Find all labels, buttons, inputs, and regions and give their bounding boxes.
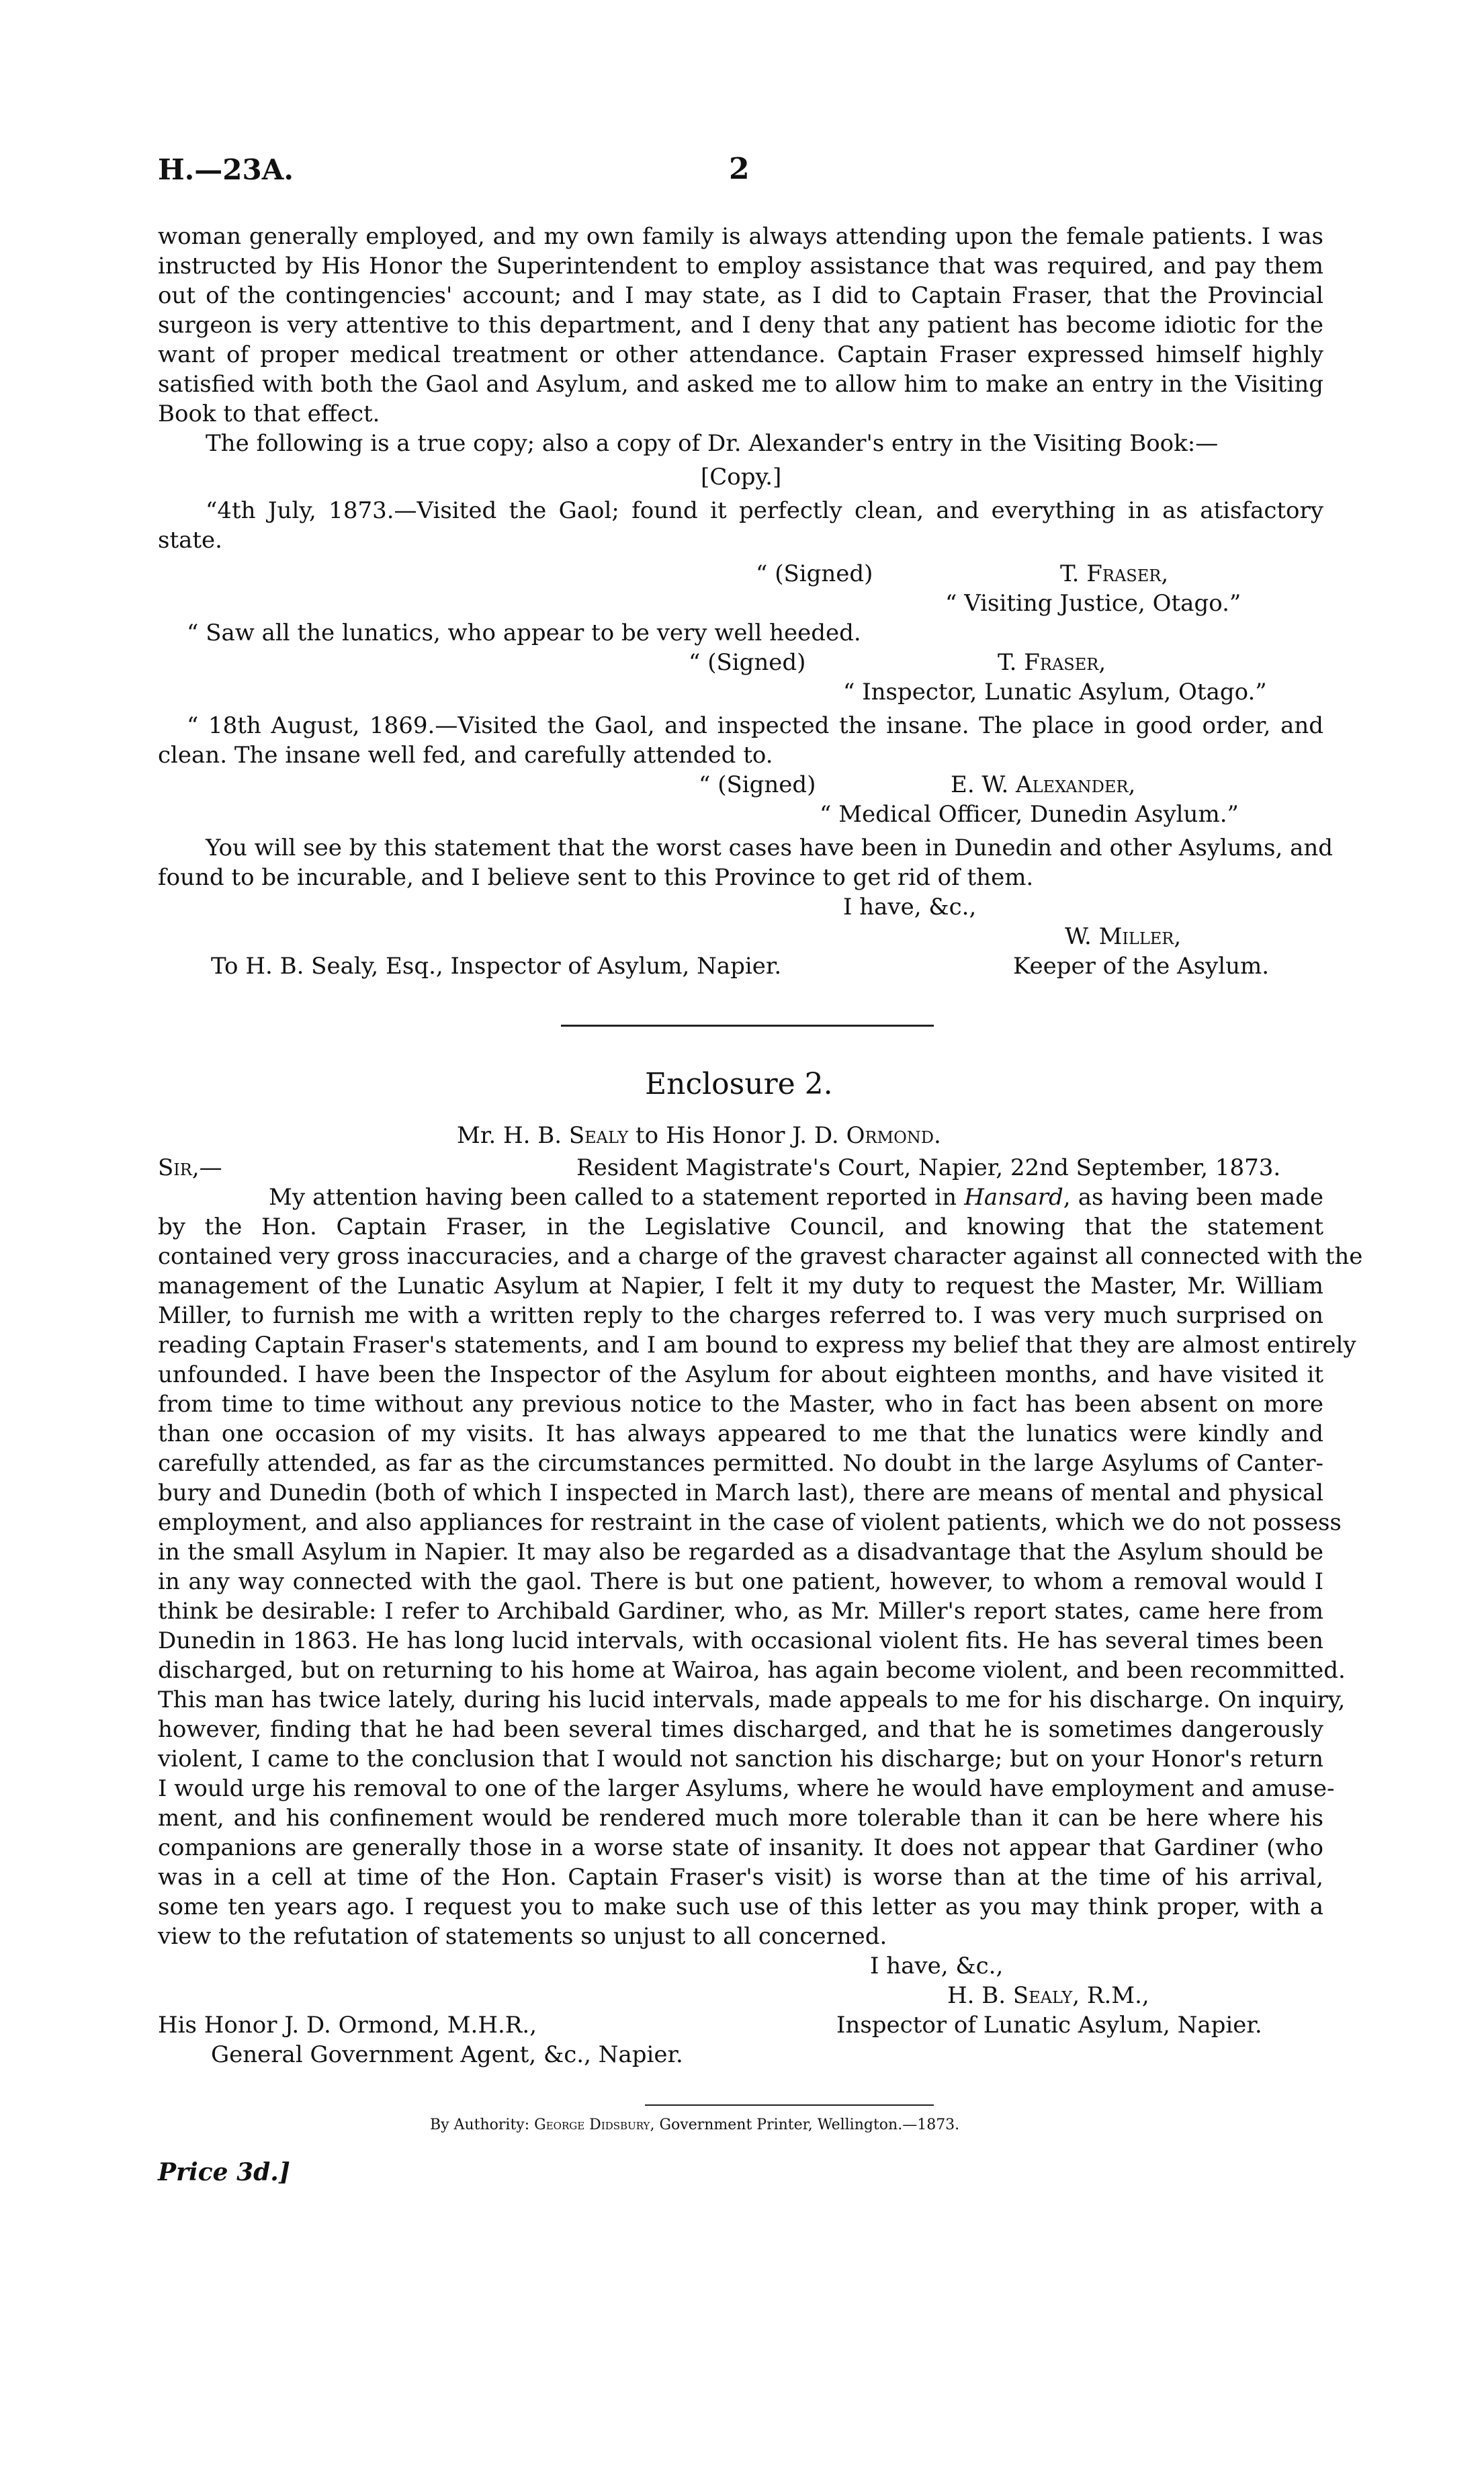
sender-name: W. Miller,: [1065, 923, 1182, 950]
visiting-entry: “ Saw all the lunatics, who appear to be very well heeded.: [187, 620, 861, 646]
enclosure-line: discharged, but on returning to his home at Wairoa, has again become violent, and been recommitted.: [158, 1657, 1346, 1684]
page-number: 2: [729, 152, 750, 186]
closing: I have, &c.,: [843, 894, 977, 921]
letter1-line: woman generally employed, and my own family is always attending upon the female patients. I was: [158, 223, 1323, 250]
letter1-line: want of proper medical treatment or other attendance. Captain Fraser expressed himself highly: [158, 341, 1323, 368]
enclosure-line: than one occasion of my visits. It has always appeared to me that the lunatics were kindly and: [158, 1420, 1323, 1447]
sender-title: Keeper of the Asylum.: [1013, 953, 1270, 980]
enclosure-line: from time to time without any previous notice to the Master, who in fact has been absent on more: [158, 1391, 1323, 1418]
enclosure-line: in any way connected with the gaol. There is but one patient, however, to whom a removal would I: [158, 1568, 1323, 1595]
enclosure-line: in the small Asylum in Napier. It may also be regarded as a disadvantage that the Asylum should be: [158, 1539, 1323, 1566]
copy-intro: The following is a true copy; also a copy of Dr. Alexander's entry in the Visiting Book:—: [206, 430, 1219, 457]
signer-name: T. Fraser,: [998, 649, 1106, 676]
enclosure-line: companions are generally those in a worse state of insanity. It does not appear that Gardiner (who: [158, 1834, 1323, 1861]
signer-name: E. W. Alexander,: [951, 771, 1136, 798]
enclosure-line: view to the refutation of statements so unjust to all concerned.: [158, 1923, 887, 1950]
document-code: H.—23A.: [158, 153, 294, 186]
copy-label: [Copy.]: [701, 464, 782, 490]
letter1-line: satisfied with both the Gaol and Asylum, and asked me to allow him to make an entry in the Visiting: [158, 371, 1323, 398]
letter1-line: found to be incurable, and I believe sent to this Province to get rid of them.: [158, 864, 1034, 891]
signer-title: “ Inspector, Lunatic Asylum, Otago.”: [843, 679, 1267, 706]
enclosure-line: Miller, to furnish me with a written reply to the charges referred to. I was very much surprised on: [158, 1302, 1323, 1329]
enclosure-line: unfounded. I have been the Inspector of the Asylum for about eighteen months, and have visited it: [158, 1361, 1323, 1388]
enclosure-line: violent, I came to the conclusion that I would not sanction his discharge; but on your Honor's return: [158, 1746, 1323, 1773]
enclosure-line: was in a cell at time of the Hon. Captain Fraser's visit) is worse than at the time of his arrival,: [158, 1864, 1323, 1891]
signer-name: T. Fraser,: [1060, 560, 1169, 587]
salutation: Sir,—: [158, 1154, 222, 1181]
enclosure-line: management of the Lunatic Asylum at Napier, I felt it my duty to request the Master, Mr. William: [158, 1273, 1323, 1299]
footer-divider: [645, 2104, 934, 2106]
letter1-line: You will see by this statement that the worst cases have been in Dunedin and other Asylums, and: [206, 835, 1334, 861]
enclosure-line: by the Hon. Captain Fraser, in the Legislative Council, and knowing that the statement: [158, 1213, 1323, 1240]
visiting-entry: “ 18th August, 1869.—Visited the Gaol, and inspected the insane. The place in good order, and: [187, 712, 1323, 739]
recipient-line: To H. B. Sealy, Esq., Inspector of Asylum, Napier.: [211, 953, 782, 980]
letter1-line: Book to that effect.: [158, 400, 380, 427]
signed-label: “ (Signed): [689, 649, 806, 676]
price-label: Price 3d.]: [158, 2158, 290, 2186]
enclosure-line: reading Captain Fraser's statements, and I am bound to express my belief that they are almost entirely: [158, 1332, 1356, 1359]
enclosure-line: ment, and his confinement would be rendered much more tolerable than it can be here where his: [158, 1805, 1323, 1832]
letter1-line: instructed by His Honor the Superintendent to employ assistance that was required, and pay them: [158, 253, 1323, 280]
visiting-entry: “4th July, 1873.—Visited the Gaol; found it perfectly clean, and everything in as atisfactory: [206, 497, 1323, 524]
enclosure-line: I would urge his removal to one of the larger Asylums, where he would have employment and amuse-: [158, 1775, 1335, 1802]
place-date: Resident Magistrate's Court, Napier, 22nd September, 1873.: [576, 1154, 1281, 1181]
enclosure-line: This man has twice lately, during his lucid intervals, made appeals to me for his discharge. On inquiry,: [158, 1687, 1346, 1713]
visiting-entry: clean. The insane well fed, and carefully attended to.: [158, 742, 773, 769]
enclosure-line: My attention having been called to a statement reported in Hansard, as having been made: [269, 1184, 1323, 1211]
signed-label: “ (Signed): [756, 560, 873, 587]
signer-title: Inspector of Lunatic Asylum, Napier.: [836, 2012, 1262, 2039]
signer-title: “ Medical Officer, Dunedin Asylum.”: [820, 801, 1239, 828]
letter1-line: out of the contingencies' account; and I may state, as I did to Captain Fraser, that the Provincial: [158, 282, 1323, 309]
letter1-line: surgeon is very attentive to this department, and I deny that any patient has become idiotic for the: [158, 312, 1323, 339]
signer-title: “ Visiting Justice, Otago.”: [945, 590, 1241, 617]
visiting-entry: state.: [158, 527, 222, 554]
addressee-line: His Honor J. D. Ormond, M.H.R.,: [158, 2012, 537, 2039]
closing: I have, &c.,: [870, 1953, 1004, 1979]
enclosure-subtitle: Mr. H. B. Sealy to His Honor J. D. Ormond.: [457, 1122, 941, 1149]
signed-label: “ (Signed): [699, 771, 816, 798]
printer-imprint: By Authority: George Didsbury, Government Printer, Wellington.—1873.: [430, 2117, 960, 2133]
enclosure-line: carefully attended, as far as the circumstances permitted. No doubt in the large Asylums of Canter-: [158, 1450, 1323, 1477]
enclosure-line: Dunedin in 1863. He has long lucid intervals, with occasional violent fits. He has several times been: [158, 1627, 1323, 1654]
section-divider: [561, 1025, 934, 1027]
enclosure-line: however, finding that he had been several times discharged, and that he is sometimes dangerously: [158, 1716, 1323, 1743]
enclosure-line: employment, and also appliances for restraint in the case of violent patients, which we do not possess: [158, 1509, 1342, 1536]
addressee-line: General Government Agent, &c., Napier.: [211, 2041, 683, 2068]
enclosure-title: Enclosure 2.: [645, 1067, 833, 1101]
enclosure-line: bury and Dunedin (both of which I inspected in March last), there are means of mental and physical: [158, 1480, 1323, 1506]
enclosure-line: think be desirable: I refer to Archibald Gardiner, who, as Mr. Miller's report states, came here from: [158, 1598, 1323, 1625]
enclosure-line: some ten years ago. I request you to make such use of this letter as you may think proper, with a: [158, 1893, 1323, 1920]
enclosure-line: contained very gross inaccuracies, and a charge of the gravest character against all connected with the: [158, 1243, 1363, 1270]
signer-name: H. B. Sealy, R.M.,: [947, 1982, 1149, 2009]
